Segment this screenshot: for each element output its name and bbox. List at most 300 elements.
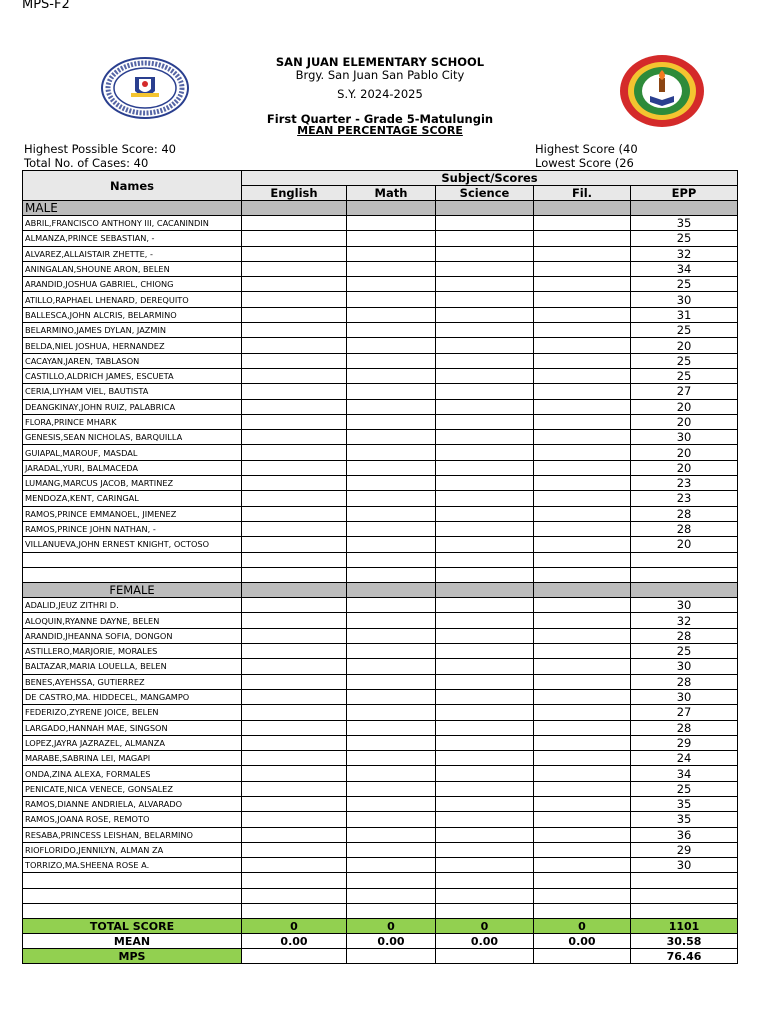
score-english[interactable] bbox=[242, 521, 347, 536]
total-score-fil: 0 bbox=[534, 919, 631, 934]
score-english[interactable] bbox=[242, 689, 347, 704]
blank-row bbox=[23, 904, 738, 919]
table-row bbox=[23, 628, 738, 643]
score-fil[interactable] bbox=[534, 353, 631, 368]
score-math[interactable] bbox=[347, 842, 436, 857]
score-english[interactable] bbox=[242, 781, 347, 796]
blank-row bbox=[23, 888, 738, 903]
score-science[interactable] bbox=[436, 827, 534, 842]
score-english[interactable] bbox=[242, 720, 347, 735]
score-math[interactable] bbox=[347, 338, 436, 353]
score-fil[interactable] bbox=[534, 445, 631, 460]
form-code: MPS-F2 bbox=[22, 0, 70, 12]
score-math[interactable] bbox=[347, 858, 436, 873]
blank-cell[interactable] bbox=[534, 904, 631, 919]
score-english[interactable] bbox=[242, 384, 347, 399]
score-epp[interactable]: 35 bbox=[631, 812, 738, 827]
student-name: CASTILLO,ALDRICH JAMES, ESCUETA bbox=[23, 368, 242, 383]
score-math[interactable] bbox=[347, 491, 436, 506]
score-science[interactable] bbox=[436, 430, 534, 445]
table-row bbox=[23, 261, 738, 276]
score-science[interactable] bbox=[436, 858, 534, 873]
score-english[interactable] bbox=[242, 216, 347, 231]
score-fil[interactable] bbox=[534, 476, 631, 491]
student-name: ONDA,ZINA ALEXA, FORMALES bbox=[23, 766, 242, 781]
table-row bbox=[23, 384, 738, 399]
table-row bbox=[23, 537, 738, 552]
score-english[interactable] bbox=[242, 613, 347, 628]
score-science[interactable] bbox=[436, 766, 534, 781]
score-math[interactable] bbox=[347, 613, 436, 628]
score-epp[interactable]: 20 bbox=[631, 537, 738, 552]
score-science[interactable] bbox=[436, 460, 534, 475]
score-fil[interactable] bbox=[534, 399, 631, 414]
score-epp[interactable]: 35 bbox=[631, 216, 738, 231]
score-epp[interactable]: 27 bbox=[631, 705, 738, 720]
score-fil[interactable] bbox=[534, 414, 631, 429]
school-seal-icon bbox=[619, 54, 705, 128]
score-fil[interactable] bbox=[534, 766, 631, 781]
mps-english bbox=[242, 949, 347, 964]
score-math[interactable] bbox=[347, 751, 436, 766]
student-name: ALMANZA,PRINCE SEBASTIAN, - bbox=[23, 231, 242, 246]
score-english[interactable] bbox=[242, 307, 347, 322]
score-math[interactable] bbox=[347, 445, 436, 460]
blank-cell[interactable] bbox=[534, 567, 631, 582]
score-epp[interactable]: 29 bbox=[631, 735, 738, 750]
blank-cell[interactable] bbox=[242, 567, 347, 582]
blank-cell[interactable] bbox=[436, 888, 534, 903]
blank-cell[interactable] bbox=[631, 904, 738, 919]
score-fil[interactable] bbox=[534, 720, 631, 735]
score-math[interactable] bbox=[347, 246, 436, 261]
table-row bbox=[23, 766, 738, 781]
score-epp[interactable]: 20 bbox=[631, 460, 738, 475]
score-english[interactable] bbox=[242, 491, 347, 506]
subject-scores-header: Subject/Scores bbox=[242, 171, 738, 186]
student-name: ARANDID,JOSHUA GABRIEL, CHIONG bbox=[23, 277, 242, 292]
score-english[interactable] bbox=[242, 796, 347, 811]
score-epp[interactable]: 30 bbox=[631, 858, 738, 873]
score-science[interactable] bbox=[436, 384, 534, 399]
blank-cell[interactable] bbox=[436, 567, 534, 582]
student-name: RAMOS,DIANNE ANDRIELA, ALVARADO bbox=[23, 796, 242, 811]
score-fil[interactable] bbox=[534, 735, 631, 750]
score-english[interactable] bbox=[242, 353, 347, 368]
blank-cell[interactable] bbox=[23, 888, 242, 903]
table-row bbox=[23, 323, 738, 338]
score-math[interactable] bbox=[347, 384, 436, 399]
score-english[interactable] bbox=[242, 644, 347, 659]
score-fil[interactable] bbox=[534, 705, 631, 720]
score-fil[interactable] bbox=[534, 537, 631, 552]
mean-science: 0.00 bbox=[436, 934, 534, 949]
score-science[interactable] bbox=[436, 506, 534, 521]
score-science[interactable] bbox=[436, 323, 534, 338]
score-math[interactable] bbox=[347, 261, 436, 276]
score-fil[interactable] bbox=[534, 506, 631, 521]
score-fil[interactable] bbox=[534, 521, 631, 536]
blank-cell[interactable] bbox=[631, 567, 738, 582]
score-epp[interactable]: 20 bbox=[631, 445, 738, 460]
score-science[interactable] bbox=[436, 674, 534, 689]
mean-fil: 0.00 bbox=[534, 934, 631, 949]
blank-cell[interactable] bbox=[534, 873, 631, 888]
table-row bbox=[23, 644, 738, 659]
score-english[interactable] bbox=[242, 766, 347, 781]
score-fil[interactable] bbox=[534, 307, 631, 322]
highest-possible-score: Highest Possible Score: 40 bbox=[24, 142, 176, 156]
student-name: CACAYAN,JAREN, TABLASON bbox=[23, 353, 242, 368]
score-math[interactable] bbox=[347, 735, 436, 750]
score-math[interactable] bbox=[347, 353, 436, 368]
student-name: BELARMINO,JAMES DYLAN, JAZMIN bbox=[23, 323, 242, 338]
score-english[interactable] bbox=[242, 414, 347, 429]
score-math[interactable] bbox=[347, 720, 436, 735]
score-fil[interactable] bbox=[534, 384, 631, 399]
student-name: ADALID,JEUZ ZITHRI D. bbox=[23, 598, 242, 613]
score-fil[interactable] bbox=[534, 659, 631, 674]
score-fil[interactable] bbox=[534, 613, 631, 628]
score-epp[interactable]: 23 bbox=[631, 491, 738, 506]
subject-header-english: English bbox=[242, 186, 347, 201]
student-name: RAMOS,PRINCE EMMANOEL, JIMENEZ bbox=[23, 506, 242, 521]
blank-cell[interactable] bbox=[631, 873, 738, 888]
score-math[interactable] bbox=[347, 292, 436, 307]
score-fil[interactable] bbox=[534, 277, 631, 292]
score-science[interactable] bbox=[436, 399, 534, 414]
score-science[interactable] bbox=[436, 292, 534, 307]
score-science[interactable] bbox=[436, 735, 534, 750]
blank-cell[interactable] bbox=[23, 567, 242, 582]
score-english[interactable] bbox=[242, 751, 347, 766]
table-row bbox=[23, 353, 738, 368]
student-name: RESABA,PRINCESS LEISHAN, BELARMINO bbox=[23, 827, 242, 842]
score-fil[interactable] bbox=[534, 368, 631, 383]
blank-cell[interactable] bbox=[23, 873, 242, 888]
score-epp[interactable]: 31 bbox=[631, 307, 738, 322]
blank-cell[interactable] bbox=[534, 552, 631, 567]
blank-cell[interactable] bbox=[347, 904, 436, 919]
score-english[interactable] bbox=[242, 277, 347, 292]
score-english[interactable] bbox=[242, 537, 347, 552]
deped-seal-icon bbox=[101, 57, 189, 119]
score-science[interactable] bbox=[436, 445, 534, 460]
score-math[interactable] bbox=[347, 659, 436, 674]
score-english[interactable] bbox=[242, 842, 347, 857]
score-english[interactable] bbox=[242, 812, 347, 827]
score-english[interactable] bbox=[242, 674, 347, 689]
score-epp[interactable]: 34 bbox=[631, 766, 738, 781]
total-score-label: TOTAL SCORE bbox=[23, 919, 242, 934]
score-epp[interactable]: 27 bbox=[631, 384, 738, 399]
score-fil[interactable] bbox=[534, 858, 631, 873]
score-epp[interactable]: 25 bbox=[631, 368, 738, 383]
blank-cell[interactable] bbox=[631, 888, 738, 903]
blank-cell[interactable] bbox=[436, 552, 534, 567]
score-english[interactable] bbox=[242, 827, 347, 842]
blank-cell[interactable] bbox=[347, 873, 436, 888]
score-science[interactable] bbox=[436, 307, 534, 322]
student-name: MENDOZA,KENT, CARINGAL bbox=[23, 491, 242, 506]
score-english[interactable] bbox=[242, 261, 347, 276]
score-english[interactable] bbox=[242, 506, 347, 521]
score-science[interactable] bbox=[436, 338, 534, 353]
score-epp[interactable]: 25 bbox=[631, 781, 738, 796]
blank-cell[interactable] bbox=[347, 888, 436, 903]
score-fil[interactable] bbox=[534, 338, 631, 353]
score-math[interactable] bbox=[347, 827, 436, 842]
score-english[interactable] bbox=[242, 399, 347, 414]
names-header: Names bbox=[23, 171, 242, 201]
score-english[interactable] bbox=[242, 735, 347, 750]
score-english[interactable] bbox=[242, 368, 347, 383]
score-fil[interactable] bbox=[534, 231, 631, 246]
score-science[interactable] bbox=[436, 659, 534, 674]
table-row bbox=[23, 858, 738, 873]
score-english[interactable] bbox=[242, 292, 347, 307]
table-row bbox=[23, 307, 738, 322]
score-fil[interactable] bbox=[534, 323, 631, 338]
score-epp[interactable]: 30 bbox=[631, 430, 738, 445]
score-fil[interactable] bbox=[534, 812, 631, 827]
student-name: LUMANG,MARCUS JACOB, MARTINEZ bbox=[23, 476, 242, 491]
score-english[interactable] bbox=[242, 246, 347, 261]
score-math[interactable] bbox=[347, 674, 436, 689]
score-science[interactable] bbox=[436, 537, 534, 552]
score-math[interactable] bbox=[347, 689, 436, 704]
score-fil[interactable] bbox=[534, 689, 631, 704]
score-fil[interactable] bbox=[534, 292, 631, 307]
score-math[interactable] bbox=[347, 307, 436, 322]
score-science[interactable] bbox=[436, 261, 534, 276]
score-epp[interactable]: 23 bbox=[631, 476, 738, 491]
score-epp[interactable]: 30 bbox=[631, 598, 738, 613]
blank-cell[interactable] bbox=[436, 904, 534, 919]
score-science[interactable] bbox=[436, 216, 534, 231]
blank-cell[interactable] bbox=[23, 904, 242, 919]
score-epp[interactable]: 36 bbox=[631, 827, 738, 842]
score-math[interactable] bbox=[347, 368, 436, 383]
score-english[interactable] bbox=[242, 430, 347, 445]
score-english[interactable] bbox=[242, 705, 347, 720]
score-fil[interactable] bbox=[534, 460, 631, 475]
blank-cell[interactable] bbox=[347, 567, 436, 582]
student-name: RAMOS,PRINCE JOHN NATHAN, - bbox=[23, 521, 242, 536]
score-english[interactable] bbox=[242, 659, 347, 674]
score-science[interactable] bbox=[436, 812, 534, 827]
student-name: ARANDID,JHEANNA SOFIA, DONGON bbox=[23, 628, 242, 643]
score-fil[interactable] bbox=[534, 751, 631, 766]
score-fil[interactable] bbox=[534, 781, 631, 796]
score-fil[interactable] bbox=[534, 628, 631, 643]
total-score-row bbox=[23, 919, 738, 934]
score-math[interactable] bbox=[347, 812, 436, 827]
student-name: BENES,AYEHSSA, GUTIERREZ bbox=[23, 674, 242, 689]
quarter-grade: First Quarter - Grade 5-Matulungin bbox=[266, 112, 494, 126]
mps-epp: 76.46 bbox=[631, 949, 738, 964]
score-science[interactable] bbox=[436, 842, 534, 857]
blank-cell[interactable] bbox=[631, 552, 738, 567]
score-epp[interactable]: 30 bbox=[631, 292, 738, 307]
table-row bbox=[23, 613, 738, 628]
score-science[interactable] bbox=[436, 353, 534, 368]
score-fil[interactable] bbox=[534, 216, 631, 231]
score-english[interactable] bbox=[242, 858, 347, 873]
student-name: RIOFLORIDO,JENNILYN, ALMAN ZA bbox=[23, 842, 242, 857]
score-science[interactable] bbox=[436, 491, 534, 506]
score-math[interactable] bbox=[347, 414, 436, 429]
table-row bbox=[23, 735, 738, 750]
score-epp[interactable]: 20 bbox=[631, 338, 738, 353]
score-math[interactable] bbox=[347, 506, 436, 521]
score-math[interactable] bbox=[347, 476, 436, 491]
score-math[interactable] bbox=[347, 705, 436, 720]
score-fil[interactable] bbox=[534, 246, 631, 261]
score-science[interactable] bbox=[436, 628, 534, 643]
score-fil[interactable] bbox=[534, 827, 631, 842]
score-english[interactable] bbox=[242, 231, 347, 246]
score-fil[interactable] bbox=[534, 796, 631, 811]
score-epp[interactable]: 28 bbox=[631, 521, 738, 536]
score-math[interactable] bbox=[347, 216, 436, 231]
score-epp[interactable]: 20 bbox=[631, 414, 738, 429]
score-math[interactable] bbox=[347, 644, 436, 659]
score-fil[interactable] bbox=[534, 598, 631, 613]
score-epp[interactable]: 30 bbox=[631, 689, 738, 704]
student-name: GENESIS,SEAN NICHOLAS, BARQUILLA bbox=[23, 430, 242, 445]
score-math[interactable] bbox=[347, 231, 436, 246]
score-science[interactable] bbox=[436, 277, 534, 292]
score-epp[interactable]: 25 bbox=[631, 277, 738, 292]
student-name: ALVAREZ,ALLAISTAIR ZHETTE, - bbox=[23, 246, 242, 261]
score-science[interactable] bbox=[436, 613, 534, 628]
score-fil[interactable] bbox=[534, 430, 631, 445]
score-science[interactable] bbox=[436, 231, 534, 246]
score-fil[interactable] bbox=[534, 491, 631, 506]
score-math[interactable] bbox=[347, 537, 436, 552]
student-name: BALTAZAR,MARIA LOUELLA, BELEN bbox=[23, 659, 242, 674]
student-name: ABRIL,FRANCISCO ANTHONY III, CACANINDIN bbox=[23, 216, 242, 231]
table-row bbox=[23, 842, 738, 857]
score-epp[interactable]: 25 bbox=[631, 353, 738, 368]
score-science[interactable] bbox=[436, 689, 534, 704]
score-science[interactable] bbox=[436, 705, 534, 720]
score-math[interactable] bbox=[347, 796, 436, 811]
table-row bbox=[23, 521, 738, 536]
score-epp[interactable]: 28 bbox=[631, 674, 738, 689]
score-epp[interactable]: 24 bbox=[631, 751, 738, 766]
score-epp[interactable]: 32 bbox=[631, 613, 738, 628]
score-science[interactable] bbox=[436, 720, 534, 735]
score-epp[interactable]: 25 bbox=[631, 231, 738, 246]
score-math[interactable] bbox=[347, 277, 436, 292]
mps-row bbox=[23, 949, 738, 964]
score-math[interactable] bbox=[347, 628, 436, 643]
score-math[interactable] bbox=[347, 323, 436, 338]
score-math[interactable] bbox=[347, 430, 436, 445]
blank-cell[interactable] bbox=[23, 552, 242, 567]
student-name: MARABE,SABRINA LEI, MAGAPI bbox=[23, 751, 242, 766]
school-address: Brgy. San Juan San Pablo City bbox=[295, 68, 465, 82]
score-epp[interactable]: 35 bbox=[631, 796, 738, 811]
table-row bbox=[23, 720, 738, 735]
score-math[interactable] bbox=[347, 399, 436, 414]
student-name: JARADAL,YURI, BALMACEDA bbox=[23, 460, 242, 475]
score-math[interactable] bbox=[347, 766, 436, 781]
score-science[interactable] bbox=[436, 521, 534, 536]
score-math[interactable] bbox=[347, 460, 436, 475]
score-science[interactable] bbox=[436, 644, 534, 659]
score-science[interactable] bbox=[436, 368, 534, 383]
blank-cell[interactable] bbox=[242, 888, 347, 903]
score-epp[interactable]: 30 bbox=[631, 659, 738, 674]
table-row bbox=[23, 598, 738, 613]
score-epp[interactable]: 28 bbox=[631, 720, 738, 735]
table-row bbox=[23, 338, 738, 353]
subject-header-math: Math bbox=[347, 186, 436, 201]
score-science[interactable] bbox=[436, 476, 534, 491]
score-fil[interactable] bbox=[534, 261, 631, 276]
score-epp[interactable]: 28 bbox=[631, 506, 738, 521]
score-english[interactable] bbox=[242, 476, 347, 491]
report-title: MEAN PERCENTAGE SCORE bbox=[297, 124, 463, 137]
blank-cell[interactable] bbox=[242, 873, 347, 888]
score-math[interactable] bbox=[347, 521, 436, 536]
score-fil[interactable] bbox=[534, 842, 631, 857]
score-epp[interactable]: 32 bbox=[631, 246, 738, 261]
score-science[interactable] bbox=[436, 246, 534, 261]
student-name: RAMOS,JOANA ROSE, REMOTO bbox=[23, 812, 242, 827]
blank-cell[interactable] bbox=[347, 552, 436, 567]
score-science[interactable] bbox=[436, 751, 534, 766]
score-fil[interactable] bbox=[534, 674, 631, 689]
score-english[interactable] bbox=[242, 598, 347, 613]
score-epp[interactable]: 20 bbox=[631, 399, 738, 414]
student-name: LOPEZ,JAYRA JAZRAZEL, ALMANZA bbox=[23, 735, 242, 750]
score-math[interactable] bbox=[347, 781, 436, 796]
mps-label: MPS bbox=[23, 949, 242, 964]
score-epp[interactable]: 34 bbox=[631, 261, 738, 276]
blank-cell[interactable] bbox=[436, 873, 534, 888]
score-science[interactable] bbox=[436, 598, 534, 613]
blank-cell[interactable] bbox=[534, 888, 631, 903]
score-science[interactable] bbox=[436, 781, 534, 796]
student-name: ASTILLERO,MARJORIE, MORALES bbox=[23, 644, 242, 659]
score-epp[interactable]: 25 bbox=[631, 323, 738, 338]
student-name: LARGADO,HANNAH MAE, SINGSON bbox=[23, 720, 242, 735]
table-row bbox=[23, 414, 738, 429]
score-epp[interactable]: 25 bbox=[631, 644, 738, 659]
table-row bbox=[23, 674, 738, 689]
score-fil[interactable] bbox=[534, 644, 631, 659]
score-english[interactable] bbox=[242, 338, 347, 353]
blank-cell[interactable] bbox=[242, 552, 347, 567]
score-epp[interactable]: 29 bbox=[631, 842, 738, 857]
score-math[interactable] bbox=[347, 598, 436, 613]
score-science[interactable] bbox=[436, 414, 534, 429]
score-english[interactable] bbox=[242, 445, 347, 460]
table-row bbox=[23, 460, 738, 475]
score-english[interactable] bbox=[242, 323, 347, 338]
score-english[interactable] bbox=[242, 628, 347, 643]
mean-english: 0.00 bbox=[242, 934, 347, 949]
blank-cell[interactable] bbox=[242, 904, 347, 919]
table-row bbox=[23, 751, 738, 766]
score-english[interactable] bbox=[242, 460, 347, 475]
score-science[interactable] bbox=[436, 796, 534, 811]
score-epp[interactable]: 28 bbox=[631, 628, 738, 643]
